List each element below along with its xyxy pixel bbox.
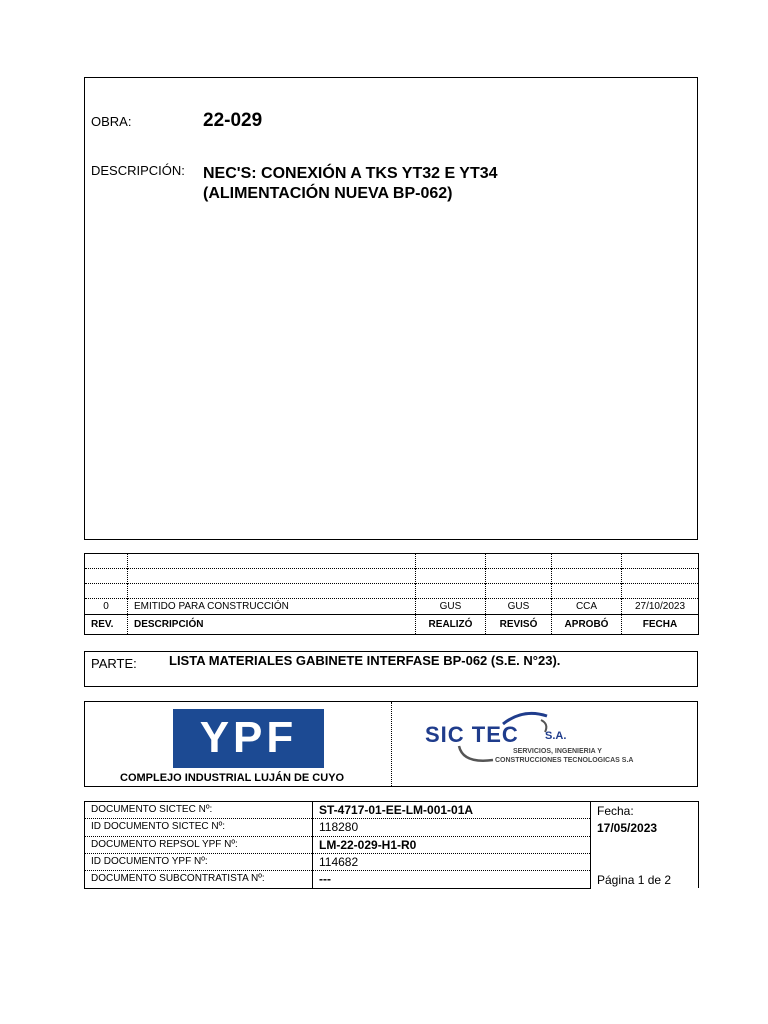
- document-info-table: [84, 801, 699, 889]
- revision-empty-row: [85, 569, 699, 584]
- doc-label: DOCUMENTO REPSOL YPF Nº:: [85, 836, 313, 853]
- complejo-caption: COMPLEJO INDUSTRIAL LUJÁN DE CUYO: [120, 772, 345, 784]
- doc-value: ---: [313, 871, 591, 888]
- header-reviso: REVISÓ: [486, 615, 552, 635]
- fecha-cell: [591, 802, 699, 889]
- rev-reviso: GUS: [486, 599, 552, 615]
- doc-value: 118280: [313, 819, 591, 836]
- revision-header-row: [85, 615, 699, 635]
- revision-table: [84, 553, 699, 635]
- revision-empty-row: [85, 584, 699, 599]
- sictec-main-text: SIC TEC: [425, 722, 519, 747]
- doc-value: 114682: [313, 853, 591, 870]
- ypf-logo: [173, 709, 324, 768]
- sictec-subtitle-1: SERVICIOS, INGENIERIA Y: [513, 748, 602, 755]
- title-block: [84, 77, 698, 540]
- header-rev: REV.: [85, 615, 128, 635]
- parte-value: LISTA MATERIALES GABINETE INTERFASE BP-062 (S.E. N°23).: [169, 653, 561, 668]
- logo-block: [84, 701, 698, 787]
- rev-number: 0: [85, 599, 128, 615]
- sictec-sa-text: S.A.: [545, 730, 567, 742]
- sictec-logo: [423, 706, 663, 770]
- rev-fecha: 27/10/2023: [622, 599, 699, 615]
- doc-label: ID DOCUMENTO SICTEC Nº:: [85, 819, 313, 836]
- ypf-logo-text: YPF: [199, 713, 298, 762]
- fecha-value: 17/05/2023: [597, 821, 658, 835]
- descripcion-label: DESCRIPCIÓN:: [91, 163, 185, 178]
- header-descripcion: DESCRIPCIÓN: [128, 615, 416, 635]
- doc-label: ID DOCUMENTO YPF Nº:: [85, 853, 313, 870]
- doc-value: ST-4717-01-EE-LM-001-01A: [313, 802, 591, 819]
- logo-divider: [391, 702, 392, 786]
- sictec-subtitle-2: CONSTRUCCIONES TECNOLOGICAS S.A: [495, 757, 634, 764]
- rev-aprobo: CCA: [552, 599, 622, 615]
- header-fecha: FECHA: [622, 615, 699, 635]
- header-aprobo: APROBÓ: [552, 615, 622, 635]
- parte-block: [84, 651, 698, 687]
- obra-number: 22-029: [203, 110, 263, 131]
- obra-label: OBRA:: [91, 114, 132, 129]
- revision-row: [85, 599, 699, 615]
- page-number: Página 1 de 2: [597, 873, 672, 887]
- parte-label: PARTE:: [91, 656, 137, 671]
- doc-label: DOCUMENTO SICTEC Nº:: [85, 802, 313, 819]
- header-realizo: REALIZÓ: [416, 615, 486, 635]
- descripcion-line1: NEC'S: CONEXIÓN A TKS YT32 E YT34: [203, 165, 498, 182]
- fecha-label: Fecha:: [597, 804, 634, 818]
- doc-label: DOCUMENTO SUBCONTRATISTA Nº:: [85, 871, 313, 888]
- doc-value: LM-22-029-H1-R0: [313, 836, 591, 853]
- descripcion-line2: (ALIMENTACIÓN NUEVA BP-062): [203, 185, 453, 202]
- revision-empty-row: [85, 554, 699, 569]
- doc-row: [85, 802, 699, 819]
- rev-realizo: GUS: [416, 599, 486, 615]
- rev-description: EMITIDO PARA CONSTRUCCIÓN: [128, 599, 416, 615]
